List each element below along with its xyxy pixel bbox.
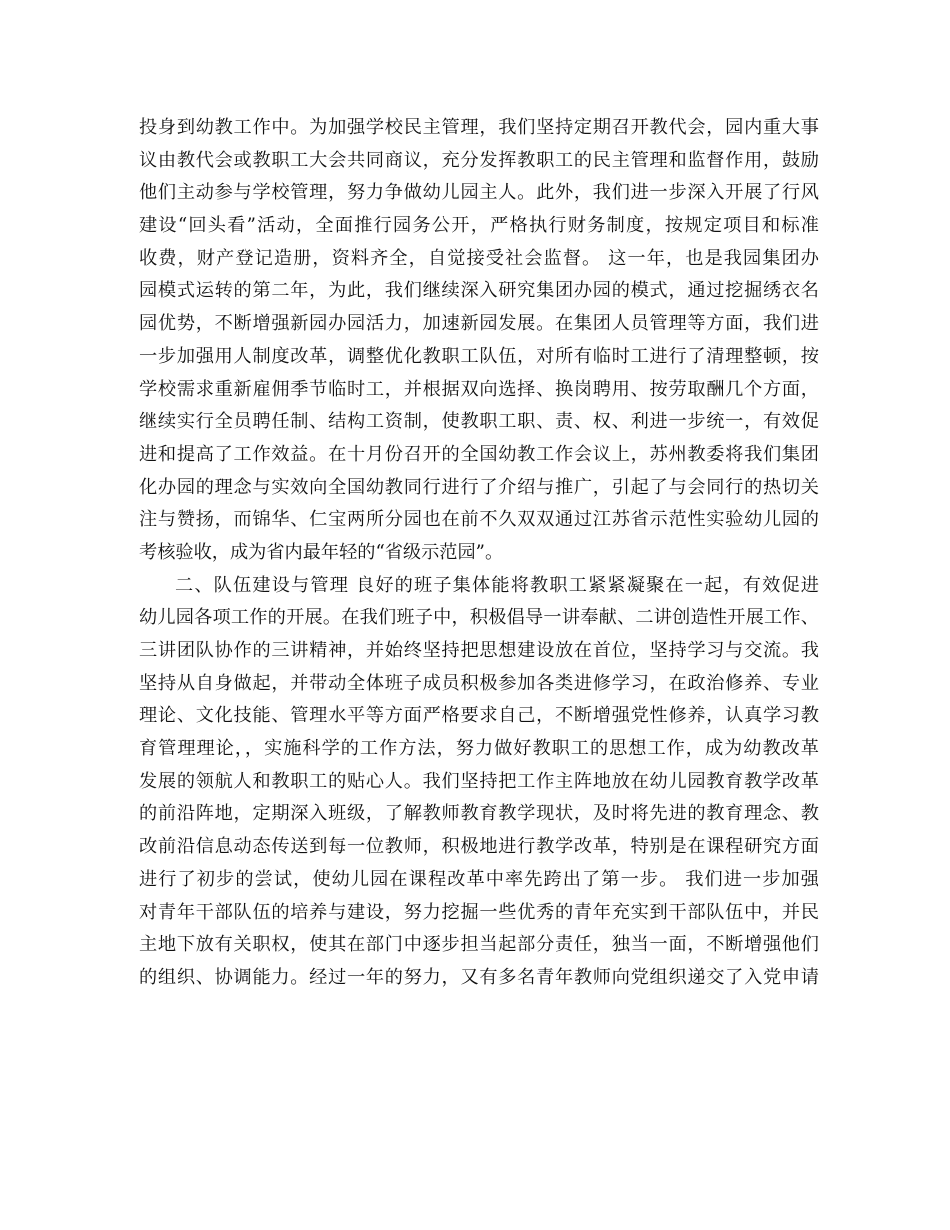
text-line: 幼儿园各项工作的开展。在我们班子中，积极倡导一讲奉献、二讲创造性开展工作、 <box>139 607 819 629</box>
text-line: 议由教代会或教职工大会共同商议，充分发挥教职工的民主管理和监督作用，鼓励 <box>139 149 819 171</box>
text-line: 发展的领航人和教职工的贴心人。我们坚持把工作主阵地放在幼儿园教育教学改革 <box>139 770 819 792</box>
text-line: 三讲团队协作的三讲精神，并始终坚持把思想建设放在首位，坚持学习与交流。我 <box>139 640 819 661</box>
text-line: 的组织、协调能力。经过一年的努力，又有多名青年教师向党组织递交了入党申请 <box>139 966 819 988</box>
body-text <box>139 112 819 995</box>
text-line: 二、队伍建设与管理 良好的班子集体能将教职工紧紧凝聚在一起，有效促进 <box>175 574 819 596</box>
text-line: 进和提高了工作效益。在十月份召开的全国幼教工作会议上，苏州教委将我们集团 <box>139 443 819 465</box>
text-line: 坚持从自身做起，并带动全体班子成员积极参加各类进修学习，在政治修养、专业 <box>139 672 819 694</box>
text-line: 一步加强用人制度改革，调整优化教职工队伍，对所有临时工进行了清理整顿，按 <box>139 345 819 367</box>
text-line: 投身到幼教工作中。为加强学校民主管理，我们坚持定期召开教代会，园内重大事 <box>139 117 819 138</box>
text-line: 继续实行全员聘任制、结构工资制，使教职工职、责、权、利进一步统一，有效促 <box>139 411 819 433</box>
text-line: 园优势，不断增强新园办园活力，加速新园发展。在集团人员管理等方面，我们进 <box>139 313 819 335</box>
text-line: 园模式运转的第二年，为此，我们继续深入研究集团办园的模式，通过挖掘绣衣名 <box>139 280 819 302</box>
text-line: 注与赞扬，而锦华、仁宝两所分园也在前不久双双通过江苏省示范性实验幼儿园的 <box>139 509 819 531</box>
text-line: 学校需求重新雇佣季节临时工，并根据双向选择、换岗聘用、按劳取酬几个方面， <box>139 378 819 400</box>
text-line: 建设“回头看”活动，全面推行园务公开，严格执行财务制度，按规定项目和标准 <box>139 215 819 237</box>
text-line: 收费，财产登记造册，资料齐全，自觉接受社会监督。 这一年，也是我园集团办 <box>139 247 819 269</box>
text-line: 理论、文化技能、管理水平等方面严格要求自己，不断增强党性修养，认真学习教 <box>139 705 819 727</box>
text-line: 化办园的理念与实效向全国幼教同行进行了介绍与推广，引起了与会同行的热切关 <box>139 476 819 498</box>
text-line: 育管理理论，，实施科学的工作方法，努力做好教职工的思想工作，成为幼教改革 <box>139 738 819 760</box>
text-line: 他们主动参与学校管理，努力争做幼儿园主人。此外，我们进一步深入开展了行风 <box>139 182 819 204</box>
text-line: 进行了初步的尝试，使幼儿园在课程改革中率先跨出了第一步。 我们进一步加强 <box>139 868 819 890</box>
text-line: 考核验收，成为省内最年轻的“省级示范园”。 <box>139 541 504 563</box>
text-line: 对青年干部队伍的培养与建设，努力挖掘一些优秀的青年充实到干部队伍中，并民 <box>139 901 819 923</box>
text-line: 主地下放有关职权，使其在部门中逐步担当起部分责任，独当一面，不断增强他们 <box>139 934 819 956</box>
text-line: 的前沿阵地，定期深入班级，了解教师教育教学现状，及时将先进的教育理念、教 <box>139 803 819 825</box>
text-line: 改前沿信息动态传送到每一位教师，积极地进行教学改革，特别是在课程研究方面 <box>139 836 819 858</box>
